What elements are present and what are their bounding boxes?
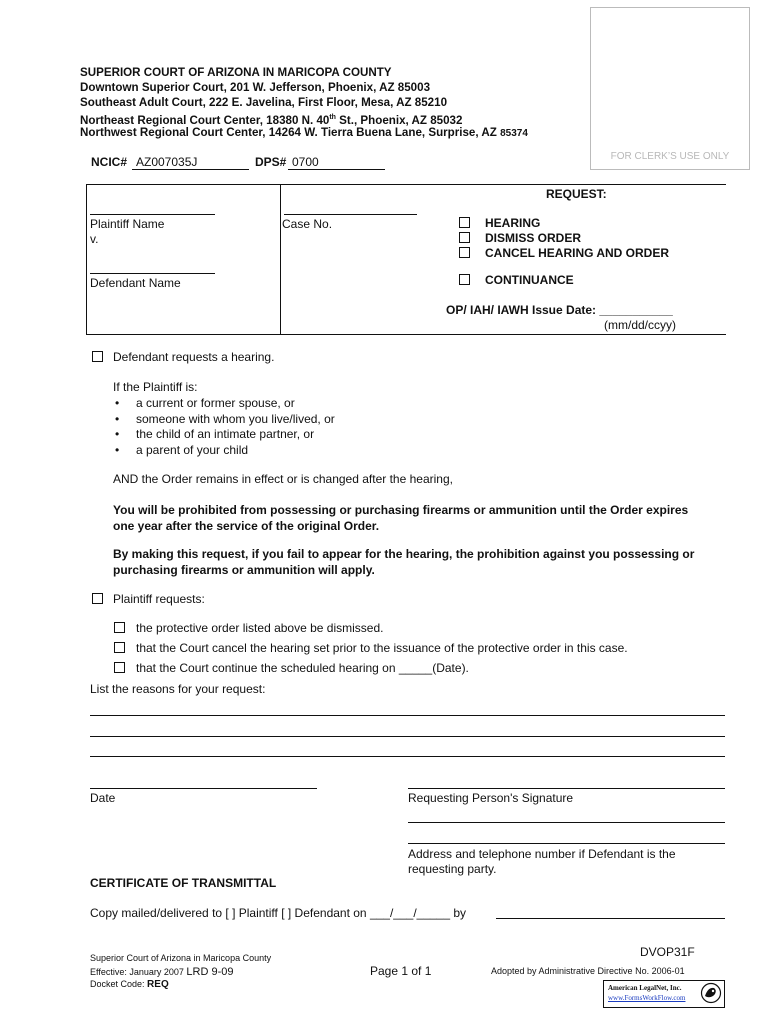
ncic-value: AZ007035J (136, 155, 198, 169)
footer-docket-code: REQ (147, 979, 169, 990)
plaintiff-name-label: Plaintiff Name (90, 217, 165, 231)
address-note-line1: Address and telephone number if Defendant is the (408, 847, 676, 861)
request-title: REQUEST: (546, 187, 607, 201)
firearms-warning-line1: You will be prohibited from possessing or purchasing firearms or ammunition until the Order expires (113, 503, 689, 517)
defendant-request-label: Defendant requests a hearing. (113, 350, 275, 364)
date-label: Date (90, 791, 116, 805)
publisher-emblem-icon (700, 982, 722, 1004)
ncic-label: NCIC# (91, 155, 128, 169)
address-northwest (80, 125, 528, 141)
publisher-url[interactable]: www.FormsWorkFlow.com (608, 994, 686, 1002)
reasons-label: List the reasons for your request: (90, 682, 266, 696)
continue-option-checkbox[interactable] (114, 662, 125, 673)
versus-label: v. (90, 232, 99, 246)
footer-court: Superior Court of Arizona in Maricopa County (90, 953, 272, 963)
cancel-hearing-checkbox[interactable] (459, 247, 470, 258)
delivered-by-line[interactable] (496, 918, 725, 919)
if-plaintiff-label: If the Plaintiff is: (113, 380, 198, 394)
defendant-request-checkbox[interactable] (92, 351, 103, 362)
footer-page-number: Page 1 of 1 (370, 964, 432, 978)
reasons-line-1[interactable] (90, 715, 725, 716)
issue-date-label[interactable]: OP/ IAH/ IAWH Issue Date: ___________ (446, 303, 673, 317)
date-line[interactable] (90, 788, 317, 789)
footer-effective-date: Effective: January 2007 (90, 967, 184, 977)
footer-lrd: LRD 9-09 (186, 966, 234, 978)
cancel-hearing-label: CANCEL HEARING AND ORDER (485, 246, 670, 260)
bullet-dot: • (115, 412, 120, 426)
appearance-warning-line2: purchasing firearms or ammunition will apply. (113, 563, 375, 577)
bullet-item: a parent of your child (136, 443, 249, 457)
clerk-use-box (590, 7, 750, 170)
continuance-label: CONTINUANCE (485, 273, 574, 287)
address-northwest-main: Northwest Regional Court Center, 14264 W. Tierra Buena Lane, Surprise, AZ (80, 126, 497, 139)
bullet-dot: • (115, 443, 120, 457)
address-southeast: Southeast Adult Court, 222 E. Javelina, First Floor, Mesa, AZ 85210 (80, 96, 448, 109)
address-downtown: Downtown Superior Court, 201 W. Jefferson, Phoenix, AZ 85003 (80, 81, 431, 94)
case-number-label: Case No. (282, 217, 333, 231)
plaintiff-request-label: Plaintiff requests: (113, 592, 205, 606)
appearance-warning (113, 546, 694, 578)
cancel-option-label: that the Court cancel the hearing set prior to the issuance of the protective order in this case. (136, 641, 628, 655)
reasons-line-3[interactable] (90, 756, 725, 757)
bullet-dot: • (115, 396, 120, 410)
address-line-2[interactable] (408, 843, 725, 844)
address-northeast-tail: St., Phoenix, AZ 85032 (335, 113, 463, 127)
plaintiff-request-checkbox[interactable] (92, 593, 103, 604)
hearing-label: HEARING (485, 216, 541, 230)
court-name: SUPERIOR COURT OF ARIZONA IN MARICOPA COUNTY (80, 66, 392, 79)
continue-option-label: that the Court continue the scheduled hearing on _____(Date). (136, 661, 469, 675)
address-northeast-main: Northeast Regional Court Center, 18380 N. 40 (80, 113, 330, 127)
bullet-item: the child of an intimate partner, or (136, 427, 315, 441)
reasons-line-2[interactable] (90, 736, 725, 737)
address-northeast-sup: th (329, 114, 336, 121)
publisher-logo (603, 980, 725, 1008)
copy-delivered-text: Copy mailed/delivered to [ ] Plaintiff [ ] Defendant on ___/___/_____ by (90, 906, 467, 920)
address-note (408, 847, 676, 877)
footer-docket-label: Docket Code: (90, 979, 145, 989)
address-note-line2: requesting party. (408, 862, 497, 876)
signature-line[interactable] (408, 788, 725, 789)
hearing-checkbox[interactable] (459, 217, 470, 228)
cancel-option-checkbox[interactable] (114, 642, 125, 653)
firearms-warning-line2: one year after the service of the original Order. (113, 519, 380, 533)
address-northwest-zip: 85374 (500, 128, 528, 139)
footer-form-id: DVOP31F (640, 945, 695, 959)
footer-effective (90, 966, 234, 978)
dps-value: 0700 (292, 155, 319, 169)
date-format-hint: (mm/dd/ccyy) (604, 318, 676, 332)
bullet-dot: • (115, 427, 120, 441)
and-order-text: AND the Order remains in effect or is changed after the hearing, (113, 472, 453, 486)
bullet-item: a current or former spouse, or (136, 396, 295, 410)
dismiss-option-checkbox[interactable] (114, 622, 125, 633)
certificate-title: CERTIFICATE OF TRANSMITTAL (90, 876, 277, 890)
clerk-use-label: FOR CLERK’S USE ONLY (610, 151, 730, 162)
bullet-item: someone with whom you live/lived, or (136, 412, 335, 426)
address-line-1[interactable] (408, 822, 725, 823)
publisher-name: American LegalNet, Inc. (608, 984, 682, 992)
dismiss-option-label: the protective order listed above be dismissed. (136, 621, 384, 635)
defendant-name-label: Defendant Name (90, 276, 181, 290)
continuance-checkbox[interactable] (459, 274, 470, 285)
signature-label: Requesting Person's Signature (408, 791, 574, 805)
appearance-warning-line1: By making this request, if you fail to appear for the hearing, the prohibition against you possessing or (113, 547, 695, 561)
dps-label: DPS# (255, 155, 287, 169)
dismiss-order-label: DISMISS ORDER (485, 231, 582, 245)
footer-docket (90, 979, 169, 990)
firearms-warning (113, 502, 688, 534)
footer-adopted: Adopted by Administrative Directive No. 2006-01 (491, 966, 685, 976)
dismiss-order-checkbox[interactable] (459, 232, 470, 243)
